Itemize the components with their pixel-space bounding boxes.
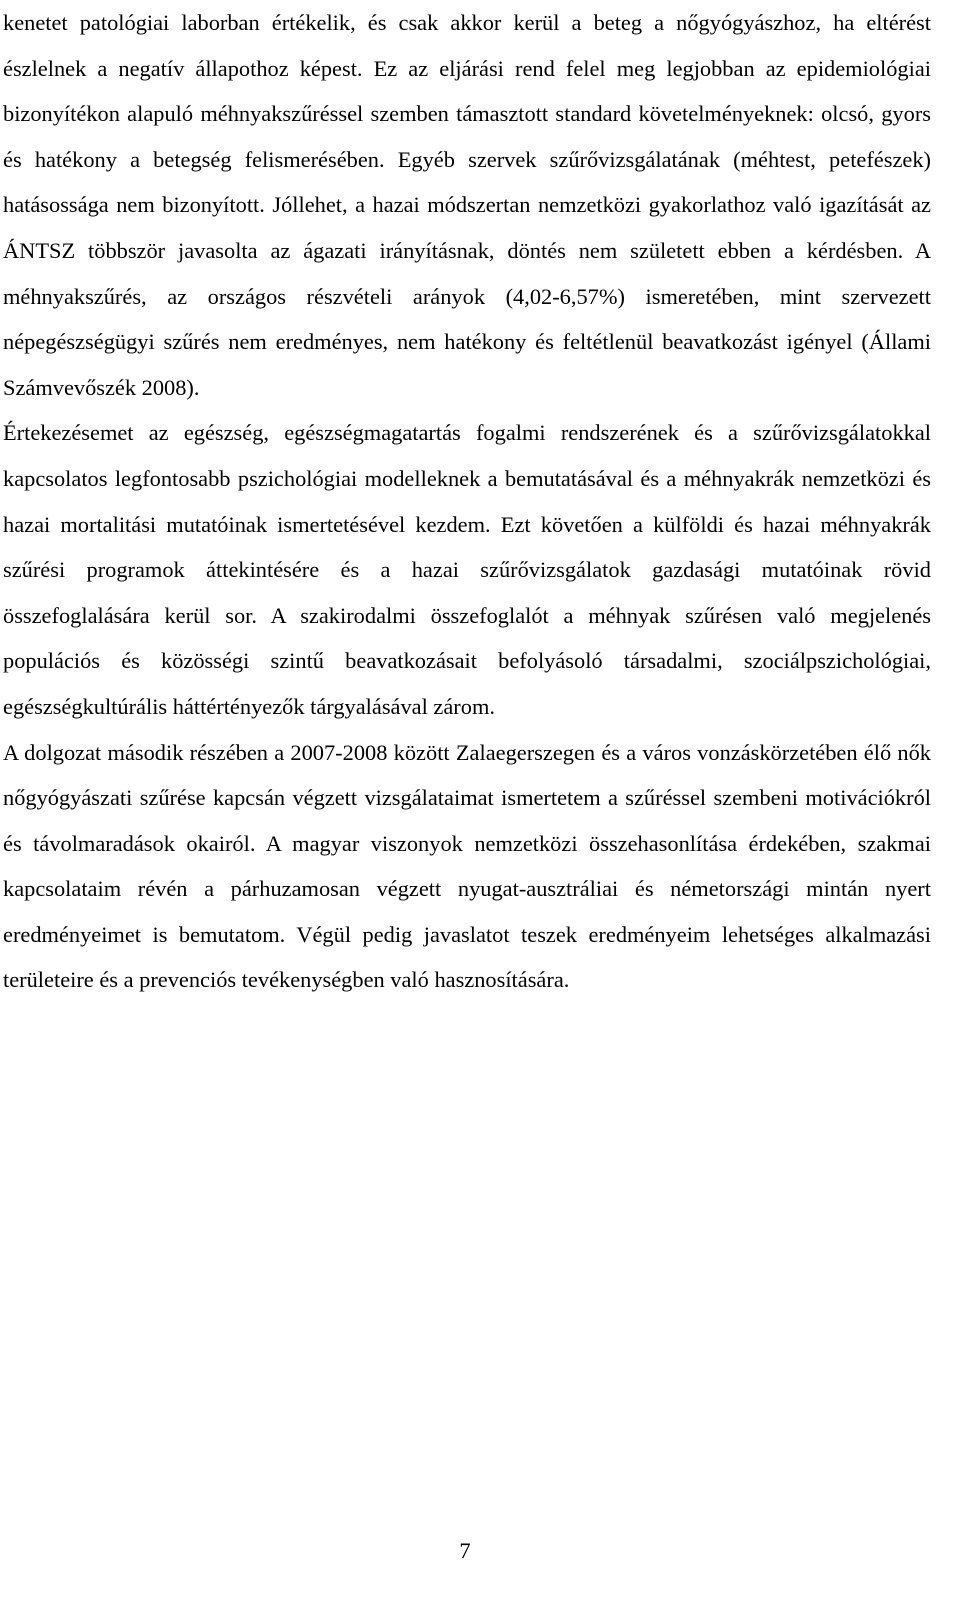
paragraph-outline: Értekezésemet az egészség, egészségmagatartás fogalmi rendszerének és a szűrővizsgálatokkal kapcsolatos legfontosabb pszichológiai modelleknek a bemutatásával és a méhnyakrák nemzetközi és hazai mortalitási mutatóinak ismertetésével kezdem. Ezt követően a külföldi és hazai méhnyakrák szűrési programok áttekintésére és a hazai szűrővizsgálatok gazdasági mutatóinak rövid összefoglalására kerül sor. A szakirodalmi összefoglalót a méhnyak szűrésen való megjelenés populációs és közösségi szintű beavatkozásait befolyásoló társadalmi, szociálpszichológiai, egészségkultúrális háttértényezők tárgyalásával zárom.: [3, 420, 931, 719]
page-number: 7: [459, 1538, 471, 1563]
body-text: [3, 0, 931, 1003]
paragraph-second-part: A dolgozat második részében a 2007-2008 között Zalaegerszegen és a város vonzáskörzetében élő nők nőgyógyászati szűrése kapcsán végzett vizsgálataimat ismertetem a szűréssel szembeni motivációkról és távolmaradások okairól. A magyar viszonyok nemzetközi összehasonlítása érdekében, szakmai kapcsolataim révén a párhuzamosan végzett nyugat-ausztráliai és németországi mintán nyert eredményeimet is bemutatom. Végül pedig javaslatot teszek eredményeim lehetséges alkalmazási területeire és a prevenciós tevékenységben való hasznosítására.: [3, 739, 931, 993]
paragraph-continuation: kenetet patológiai laborban értékelik, és csak akkor kerül a beteg a nőgyógyászhoz, ha eltérést észlelnek a negatív állapothoz képest. Ez az eljárási rend felel meg legjobban az epidemiológiai bizonyítékon alapuló méhnyakszűréssel szemben támasztott standard követelményeknek: olcsó, gyors és hatékony a betegség felismerésében. Egyéb szervek szűrővizsgálatának (méhtest, petefészek) hatásossága nem bizonyított. Jóllehet, a hazai módszertan nemzetközi gyakorlathoz való igazítását az ÁNTSZ többször javasolta az ágazati irányításnak, döntés nem született ebben a kérdésben. A méhnyakszűrés, az országos részvételi arányok (4,02-6,57%) ismeretében, mint szervezett népegészségügyi szűrés nem eredményes, nem hatékony és feltétlenül beavatkozást igényel (Állami Számvevőszék 2008).: [3, 10, 931, 400]
